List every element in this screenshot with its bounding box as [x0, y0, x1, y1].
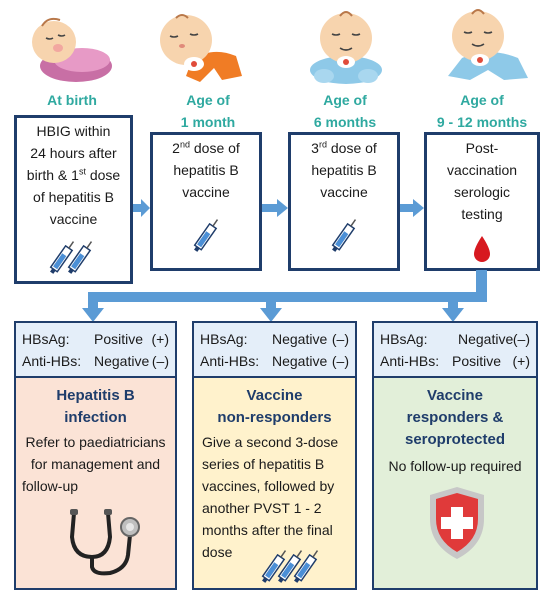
- age-label-6-months: [290, 89, 400, 133]
- stage-text: 3rd dose of hepatitis B vaccine: [311, 139, 377, 200]
- test-sign: (+): [151, 331, 169, 347]
- hbsag-result: [22, 328, 169, 350]
- test-result: Negative: [458, 331, 514, 347]
- test-name: HBsAg:: [200, 331, 248, 347]
- test-sign: (+): [512, 353, 530, 369]
- branch-connector-arrows: [0, 268, 547, 324]
- desc-line: Refer to paediatricians: [25, 434, 166, 450]
- outcome-title: [374, 385, 536, 451]
- test-sign: (–): [331, 331, 349, 347]
- arrow-right-icon: [133, 198, 151, 218]
- stage-text: Post- vaccination serologic testing: [446, 140, 518, 222]
- age-label-line: Age of: [323, 92, 367, 108]
- desc-line: No follow-up required: [388, 458, 522, 474]
- test-name: HBsAg:: [380, 331, 428, 347]
- shield-cross-icon: [426, 485, 488, 561]
- test-name: Anti-HBs:: [380, 353, 440, 369]
- test-name: HBsAg:: [22, 331, 70, 347]
- test-name: Anti-HBs:: [22, 353, 82, 369]
- age-label-birth: [14, 89, 130, 111]
- desc-line: months after the final: [202, 522, 333, 538]
- test-result: Positive: [94, 331, 144, 347]
- title-line: responders &: [406, 409, 504, 426]
- desc-line: vaccines, followed by: [202, 478, 335, 494]
- title-line: Hepatitis B: [56, 387, 135, 404]
- test-sign: (–): [512, 331, 530, 347]
- age-label-line: 1 month: [180, 114, 236, 130]
- desc-line: follow-up: [22, 478, 79, 494]
- title-line: seroprotected: [404, 431, 506, 448]
- age-label-1-month: [152, 89, 264, 133]
- stethoscope-icon: [60, 509, 150, 579]
- test-name: Anti-HBs:: [200, 353, 260, 369]
- title-line: Vaccine: [246, 387, 303, 404]
- test-result: Negative: [272, 353, 328, 369]
- age-label-line: Age of: [186, 92, 230, 108]
- test-sign: (–): [331, 353, 349, 369]
- desc-line: series of hepatitis B: [202, 456, 325, 472]
- sitting-baby-blue-icon: [440, 6, 536, 86]
- syringe-icon: [186, 210, 228, 256]
- title-line: Vaccine: [427, 387, 483, 404]
- serology-results: [194, 323, 355, 378]
- age-label-line: Age of: [460, 92, 504, 108]
- desc-line: for management and: [30, 456, 161, 472]
- anti-hbs-result: [380, 350, 530, 372]
- test-result: Negative: [94, 353, 150, 369]
- outcome-title: [16, 385, 175, 429]
- age-label-line: At birth: [47, 92, 97, 108]
- serology-results: [16, 323, 175, 378]
- hbsag-result: [200, 328, 349, 350]
- outcome-vaccine-responders: [372, 321, 538, 590]
- desc-line: dose: [202, 544, 233, 560]
- crawling-baby-orange-icon: [152, 10, 252, 86]
- desc-line: another PVST 1 - 2: [202, 500, 322, 516]
- syringes-icon: [254, 541, 334, 587]
- title-line: infection: [64, 409, 127, 426]
- serology-results: [374, 323, 536, 378]
- outcome-title: [194, 385, 355, 429]
- outcome-hepatitis-b-infection: [14, 321, 177, 590]
- hbsag-result: [380, 328, 530, 350]
- age-label-line: 9 - 12 months: [436, 114, 528, 130]
- outcome-description: [18, 431, 173, 497]
- anti-hbs-result: [200, 350, 349, 372]
- stage-text: HBIG within 24 hours after birth & 1st dose of hepatitis B vaccine: [26, 123, 121, 227]
- title-line: non-responders: [217, 409, 332, 426]
- age-label-line: 6 months: [313, 114, 377, 130]
- anti-hbs-result: [22, 350, 169, 372]
- arrow-right-icon: [262, 198, 289, 218]
- blood-drop-icon: [470, 234, 494, 264]
- desc-line: Give a second 3-dose: [202, 434, 339, 450]
- outcome-description: [376, 455, 534, 477]
- age-label-9-12-months: [424, 89, 540, 133]
- test-result: Negative: [272, 331, 328, 347]
- arrow-right-icon: [400, 198, 425, 218]
- outcome-vaccine-non-responders: [192, 321, 357, 590]
- test-result: Positive: [452, 353, 502, 369]
- test-sign: (–): [151, 353, 169, 369]
- syringe-icon: [324, 210, 366, 256]
- stage-text: 2nd dose of hepatitis B vaccine: [172, 139, 240, 200]
- crawling-baby-blue-icon: [300, 8, 390, 88]
- newborn-baby-icon: [24, 10, 114, 84]
